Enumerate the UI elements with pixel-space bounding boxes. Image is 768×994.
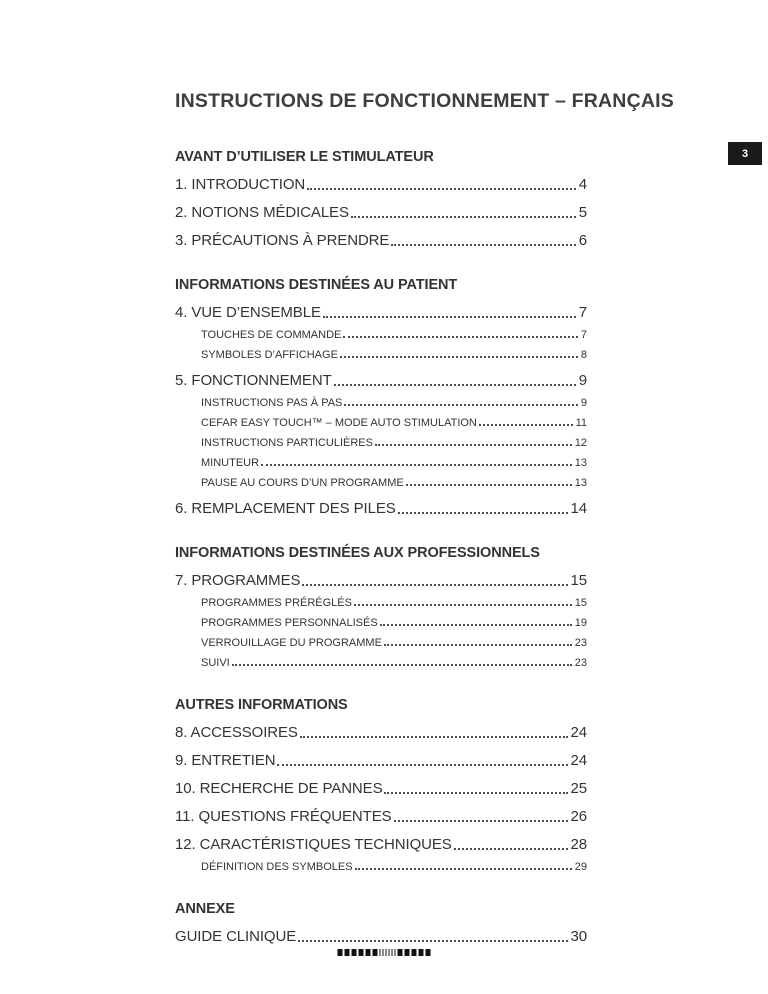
toc-entry-page: 4 — [578, 176, 587, 193]
dot-leader — [380, 624, 572, 626]
toc-entry[interactable] — [175, 617, 587, 629]
toc-entry-page: 6 — [578, 232, 587, 249]
toc-entry[interactable] — [175, 349, 587, 361]
toc-entry-page: 30 — [570, 928, 587, 945]
toc-entry-label: SYMBOLES D’AFFICHAGE — [201, 349, 338, 361]
barcode-bar — [392, 949, 393, 956]
toc-entry[interactable] — [175, 724, 587, 741]
toc-entry[interactable] — [175, 204, 587, 221]
barcode-bar — [389, 949, 390, 956]
toc-entry-label: 1. INTRODUCTION — [175, 176, 306, 193]
toc-entry-label: MINUTEUR — [201, 457, 260, 469]
barcode-bar — [345, 949, 350, 956]
toc-entry-page: 12 — [574, 437, 587, 449]
toc-section — [175, 277, 587, 517]
toc-entry-page: 19 — [574, 617, 587, 629]
toc-section — [175, 901, 587, 945]
toc-entry[interactable] — [175, 397, 587, 409]
dot-leader — [394, 820, 568, 822]
toc-entry[interactable] — [175, 329, 587, 341]
barcode-bar — [405, 949, 410, 956]
toc-entry[interactable] — [175, 836, 587, 853]
dot-leader — [307, 188, 576, 190]
dot-leader — [277, 764, 567, 766]
toc-entry-label: SUIVI — [201, 657, 230, 669]
dot-leader — [454, 848, 568, 850]
dot-leader — [344, 404, 577, 406]
toc-entry-page: 25 — [570, 780, 587, 797]
toc-entry-page: 14 — [570, 500, 587, 517]
toc-entry-label: 4. VUE D’ENSEMBLE — [175, 304, 321, 321]
barcode-bar — [359, 949, 364, 956]
toc-entry-page: 9 — [580, 397, 587, 409]
toc-entry[interactable] — [175, 437, 587, 449]
toc-entry-label: 5. FONCTIONNEMENT — [175, 372, 332, 389]
barcode-bar — [395, 949, 396, 956]
toc-section — [175, 697, 587, 873]
barcode-bar — [426, 949, 431, 956]
dot-leader — [384, 644, 572, 646]
dot-leader — [391, 244, 575, 246]
toc-entry[interactable] — [175, 372, 587, 389]
toc-entry-page: 15 — [574, 597, 587, 609]
toc-entry[interactable] — [175, 657, 587, 669]
toc-entry[interactable] — [175, 417, 587, 429]
toc-entry[interactable] — [175, 176, 587, 193]
dot-leader — [261, 464, 572, 466]
toc-entry[interactable] — [175, 304, 587, 321]
section-heading: INFORMATIONS DESTINÉES AU PATIENT — [175, 277, 458, 293]
page-title: INSTRUCTIONS DE FONCTIONNEMENT – FRANÇAIS — [175, 90, 674, 112]
toc-entry-label: TOUCHES DE COMMANDE — [201, 329, 342, 341]
barcode-bar — [352, 949, 357, 956]
toc — [175, 149, 587, 945]
toc-entry-label: 2. NOTIONS MÉDICALES — [175, 204, 349, 221]
toc-entry-label: 6. REMPLACEMENT DES PILES — [175, 500, 396, 517]
toc-entry[interactable] — [175, 477, 587, 489]
toc-entry-page: 28 — [570, 836, 587, 853]
dot-leader — [406, 484, 572, 486]
dot-leader — [355, 868, 572, 870]
toc-entry-page: 15 — [570, 572, 587, 589]
toc-entry-label: 10. RECHERCHE DE PANNES — [175, 780, 383, 797]
toc-section — [175, 149, 587, 249]
toc-entry-page: 7 — [580, 329, 587, 341]
dot-leader — [323, 316, 576, 318]
toc-entry-label: GUIDE CLINIQUE — [175, 928, 297, 945]
toc-entry-page: 11 — [575, 417, 587, 429]
toc-entry-page: 13 — [574, 477, 587, 489]
dot-leader — [375, 444, 572, 446]
toc-entry[interactable] — [175, 780, 587, 797]
toc-entry-label: 9. ENTRETIEN — [175, 752, 276, 769]
toc-entry[interactable] — [175, 637, 587, 649]
toc-entry-page: 23 — [574, 637, 587, 649]
toc-entry-label: VERROUILLAGE DU PROGRAMME — [201, 637, 382, 649]
barcode-bar — [412, 949, 417, 956]
section-heading: ANNEXE — [175, 901, 235, 917]
toc-entry[interactable] — [175, 928, 587, 945]
toc-entry-label: INSTRUCTIONS PARTICULIÈRES — [201, 437, 373, 449]
dot-leader — [398, 512, 568, 514]
toc-entry-label: DÉFINITION DES SYMBOLES — [201, 861, 353, 873]
toc-entry[interactable] — [175, 808, 587, 825]
dot-leader — [343, 336, 578, 338]
toc-section — [175, 545, 587, 669]
dot-leader — [232, 664, 572, 666]
dot-leader — [384, 792, 567, 794]
page-number-badge: 3 — [728, 142, 762, 165]
toc-entry[interactable] — [175, 572, 587, 589]
barcode-bar — [419, 949, 424, 956]
dot-leader — [334, 384, 576, 386]
dot-leader — [354, 604, 572, 606]
toc-entry[interactable] — [175, 457, 587, 469]
toc-entry[interactable] — [175, 752, 587, 769]
barcode-icon — [338, 948, 431, 956]
toc-entry-page: 26 — [570, 808, 587, 825]
barcode-bar — [398, 949, 403, 956]
dot-leader — [300, 736, 568, 738]
toc-entry-label: PROGRAMMES PERSONNALISÉS — [201, 617, 378, 629]
dot-leader — [479, 424, 573, 426]
toc-entry-page: 5 — [578, 204, 587, 221]
barcode-bar — [383, 949, 384, 956]
toc-entry-page: 13 — [574, 457, 587, 469]
dot-leader — [351, 216, 576, 218]
toc-entry-label: 12. CARACTÉRISTIQUES TECHNIQUES — [175, 836, 452, 853]
dot-leader — [340, 356, 578, 358]
toc-entry-label: INSTRUCTIONS PAS À PAS — [201, 397, 343, 409]
toc-entry-page: 29 — [574, 861, 587, 873]
toc-entry-page: 24 — [570, 724, 587, 741]
toc-entry-page: 23 — [574, 657, 587, 669]
section-heading: AVANT D’UTILISER LE STIMULATEUR — [175, 149, 434, 165]
toc-entry-label: PROGRAMMES PRÉRÉGLÉS — [201, 597, 352, 609]
barcode-bar — [386, 949, 387, 956]
barcode-bar — [338, 949, 343, 956]
toc-entry-label: 7. PROGRAMMES — [175, 572, 301, 589]
toc-entry-label: 3. PRÉCAUTIONS À PRENDRE — [175, 232, 390, 249]
barcode-bar — [366, 949, 371, 956]
toc-entry[interactable] — [175, 861, 587, 873]
barcode-bar — [380, 949, 381, 956]
toc-entry-page: 24 — [570, 752, 587, 769]
toc-entry-label: PAUSE AU COURS D’UN PROGRAMME — [201, 477, 404, 489]
toc-entry-label: CEFAR EASY TOUCH™ – MODE AUTO STIMULATION — [201, 417, 477, 429]
toc-entry[interactable] — [175, 500, 587, 517]
barcode-bar — [373, 949, 378, 956]
toc-entry-label: 8. ACCESSOIRES — [175, 724, 298, 741]
section-heading: INFORMATIONS DESTINÉES AUX PROFESSIONNELS — [175, 545, 540, 561]
toc-entry-page: 8 — [580, 349, 587, 361]
section-heading: AUTRES INFORMATIONS — [175, 697, 348, 713]
dot-leader — [302, 584, 567, 586]
dot-leader — [298, 940, 567, 942]
page-content — [175, 90, 674, 945]
toc-entry[interactable] — [175, 597, 587, 609]
toc-entry-page: 7 — [578, 304, 587, 321]
toc-entry-page: 9 — [578, 372, 587, 389]
toc-entry[interactable] — [175, 232, 587, 249]
toc-entry-label: 11. QUESTIONS FRÉQUENTES — [175, 808, 392, 825]
